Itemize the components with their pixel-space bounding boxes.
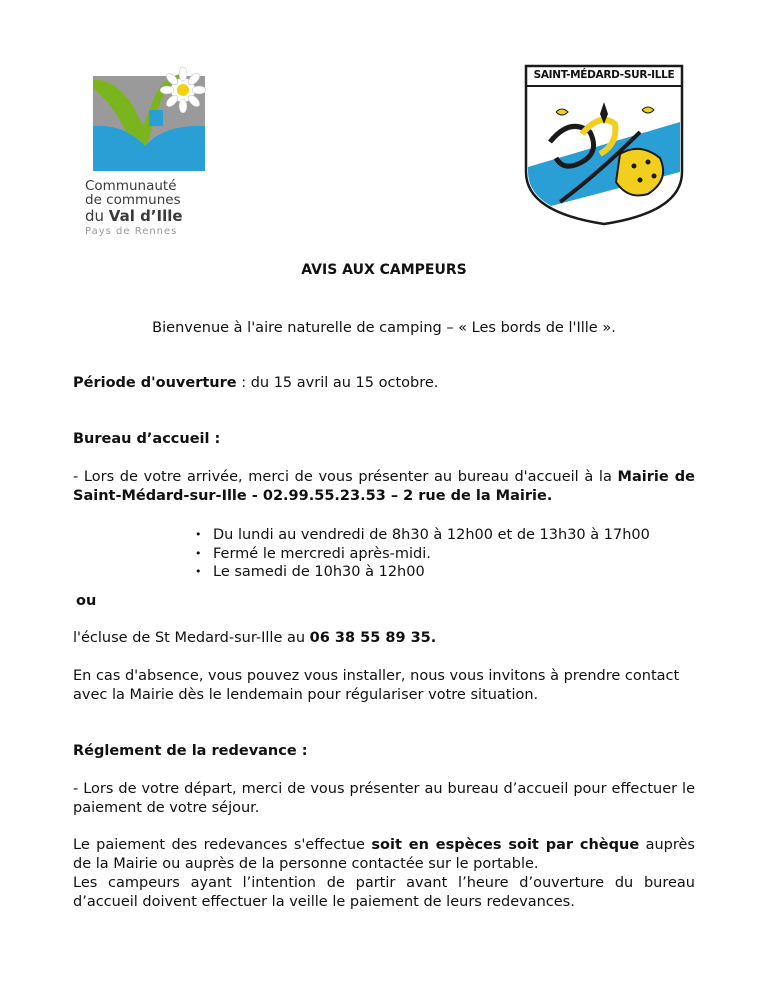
crest-label: SAINT-MÉDARD-SUR-ILLE bbox=[533, 69, 675, 81]
office-hours-list bbox=[213, 526, 693, 582]
redevance-heading: Réglement de la redevance : bbox=[73, 743, 308, 759]
early-departure-paragraph: Les campeurs ayant l’intention de partir avant l’heure d’ouverture du bureau d’accueil doivent effectuer la veille le paiement de leurs redevances. bbox=[73, 875, 695, 910]
ecluse-phone: 06 38 55 89 35. bbox=[309, 630, 437, 646]
val-dille-logo bbox=[85, 66, 215, 236]
val-dille-emblem bbox=[85, 66, 215, 171]
bureau-paragraph-text: - Lors de votre arrivée, merci de vous présenter au bureau d'accueil à la bbox=[73, 469, 618, 485]
page-title: AVIS AUX CAMPEURS bbox=[301, 262, 467, 278]
ecluse-text: l'écluse de St Medard-sur-Ille au bbox=[73, 630, 310, 646]
office-hours-item: • Fermé le mercredi après-midi. bbox=[213, 545, 693, 564]
opening-period bbox=[73, 374, 695, 393]
bureau-heading: Bureau d’accueil : bbox=[73, 431, 221, 447]
absence-paragraph: En cas d'absence, vous pouvez vous installer, nous vous invitons à prendre contact avec la Mairie dès le lendemain pour régulariser votre situation. bbox=[73, 668, 680, 703]
logo-line-2: de communes bbox=[85, 192, 181, 208]
or-separator: ou bbox=[76, 593, 97, 609]
mairie-contact: Mairie de Saint-Médard-sur-Ille - 02.99.55.23.53 – 2 rue de la Mairie. bbox=[73, 469, 695, 504]
ecluse-contact bbox=[73, 629, 695, 648]
office-hours-item: • Du lundi au vendredi de 8h30 à 12h00 et de 13h30 à 17h00 bbox=[213, 526, 693, 545]
payment-text-after: auprès de la Mairie ou auprès de la personne contactée sur le portable. bbox=[73, 837, 695, 872]
logo-line-1: Communauté bbox=[85, 178, 177, 194]
crest-shield-icon bbox=[520, 62, 688, 227]
logo-line-4: Pays de Rennes bbox=[85, 226, 178, 237]
opening-period-text: : du 15 avril au 15 octobre. bbox=[236, 375, 439, 391]
payment-text-before: Le paiement des redevances s'effectue bbox=[73, 837, 372, 853]
payment-paragraph bbox=[73, 836, 695, 874]
opening-period-label: Période d'ouverture bbox=[73, 375, 237, 391]
bureau-paragraph bbox=[73, 468, 695, 506]
departure-paragraph: - Lors de votre départ, merci de vous présenter au bureau d’accueil pour effectuer le paiement de votre séjour. bbox=[73, 781, 695, 816]
saint-medard-crest bbox=[520, 62, 688, 227]
welcome-text: Bienvenue à l'aire naturelle de camping – « Les bords de l'Ille ». bbox=[152, 320, 616, 336]
logo-line-3-bold: Val d’Ille bbox=[108, 207, 183, 225]
logo-line-3 bbox=[85, 208, 215, 225]
logo-line-3-prefix: du bbox=[85, 207, 109, 225]
payment-methods: soit en espèces soit par chèque bbox=[371, 837, 640, 853]
office-hours-item: • Le samedi de 10h30 à 12h00 bbox=[213, 563, 693, 582]
